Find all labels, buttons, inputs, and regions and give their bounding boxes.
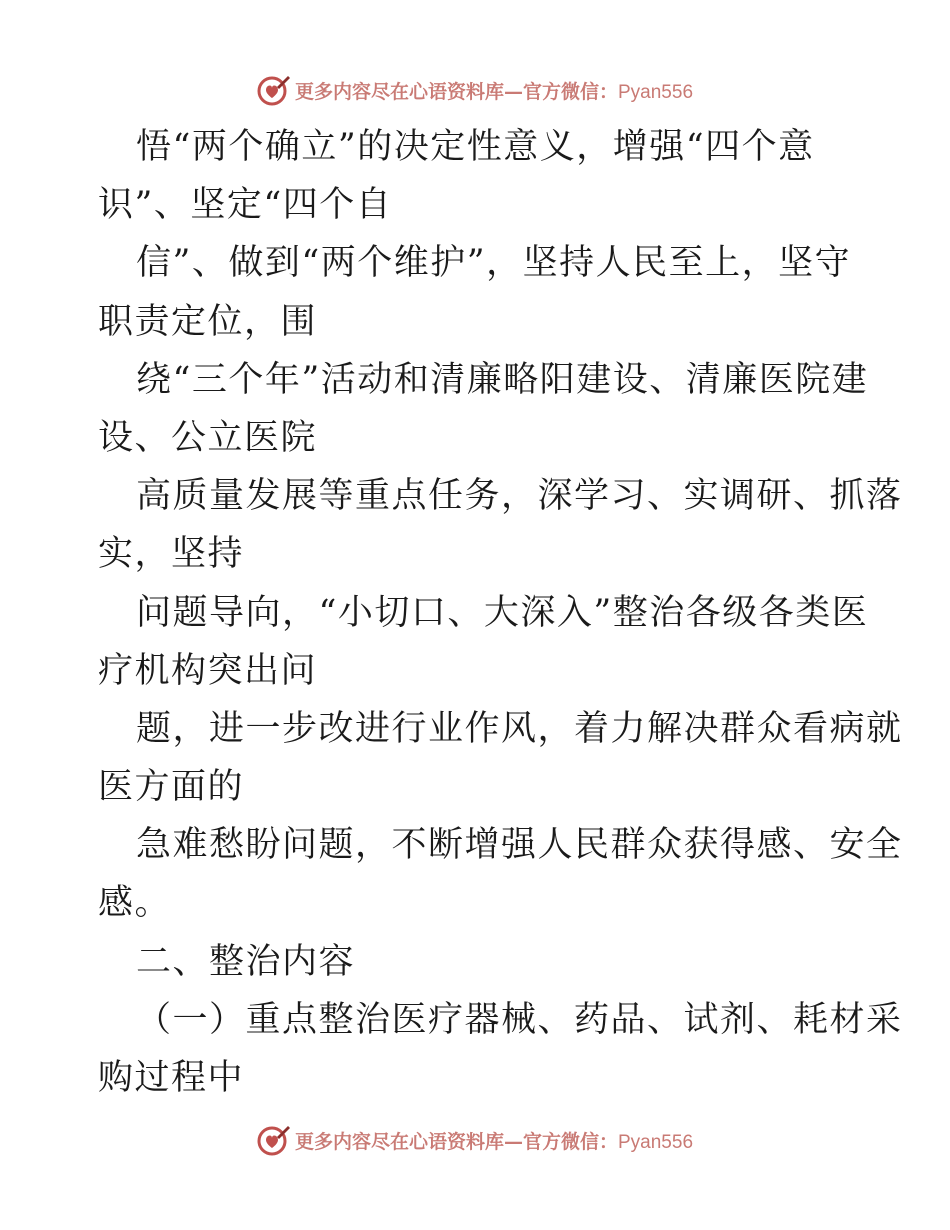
text-line: 设、公立医院 xyxy=(98,417,318,458)
text-line: 问题导向，“小切口、大深入”整治各级各类医 xyxy=(136,592,869,633)
text-line: 信”、做到“两个维护”，坚持人民至上，坚守 xyxy=(136,243,852,284)
text-line: 实，坚持 xyxy=(98,534,245,575)
watermark-text: 更多内容尽在心语资料库—官方微信：Pyan556 xyxy=(294,80,694,103)
text-line: 高质量发展等重点任务，深学习、实调研、抓落 xyxy=(136,476,903,517)
text-line: 悟“两个确立”的决定性意义，增强“四个意 xyxy=(136,127,815,167)
text-line: 绕“三个年”活动和清廉略阳建设、清廉医院建 xyxy=(136,359,869,400)
heart-pen-logo-icon xyxy=(257,73,291,107)
text-line: 识”、坚定“四个自 xyxy=(98,185,393,226)
text-line: 感。 xyxy=(98,883,172,924)
document-body xyxy=(98,118,903,1107)
text-line: 职责定位，围 xyxy=(98,301,318,342)
text-line: 二、整治内容 xyxy=(136,941,356,982)
watermark-footer xyxy=(0,1122,950,1158)
text-line: （一）重点整治医疗器械、药品、试剂、耗材采 xyxy=(136,999,903,1040)
watermark-text: 更多内容尽在心语资料库—官方微信：Pyan556 xyxy=(294,1130,694,1153)
text-line: 医方面的 xyxy=(98,767,245,808)
text-line: 购过程中 xyxy=(98,1058,245,1098)
text-line: 急难愁盼问题，不断增强人民群众获得感、安全 xyxy=(136,825,903,866)
watermark-header xyxy=(0,72,950,108)
text-line: 疗机构突出问 xyxy=(98,650,318,691)
text-line: 题，进一步改进行业作风，着力解决群众看病就 xyxy=(136,708,903,749)
heart-pen-logo-icon xyxy=(257,1123,291,1157)
